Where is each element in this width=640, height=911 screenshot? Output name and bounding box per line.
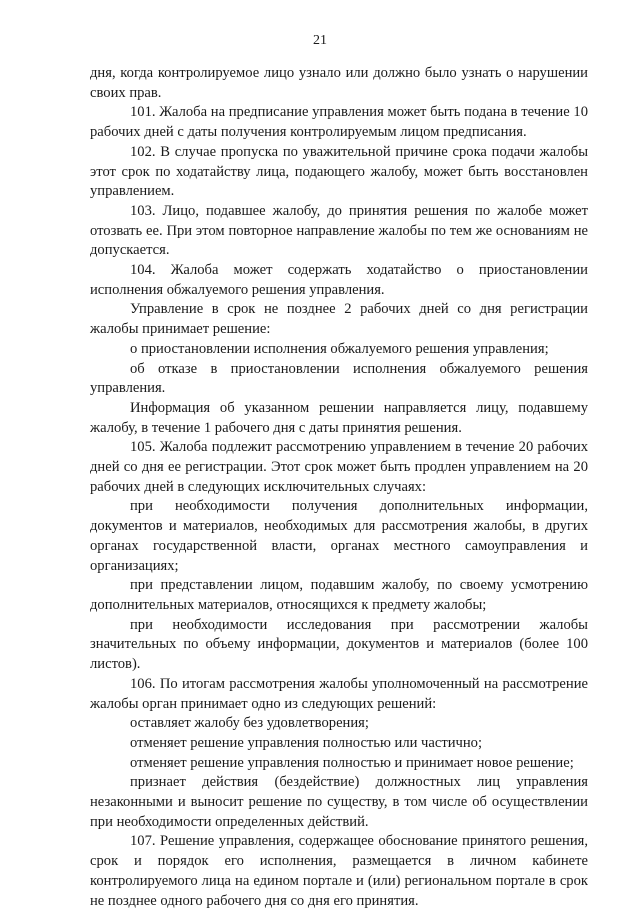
- paragraph: отменяет решение управления полностью или частично;: [130, 734, 483, 751]
- paragraph: 103. Лицо, подавшее жалобу, до принятия решения по жалобе может отозвать ее. При этом повторное направление жалобы по тем же основаниям не допускается.: [90, 202, 588, 259]
- page-number: 21: [313, 33, 327, 48]
- document-body: [90, 64, 588, 911]
- paragraph: оставляет жалобу без удовлетворения;: [130, 715, 369, 732]
- paragraph: 102. В случае пропуска по уважительной причине срока подачи жалобы этот срок по ходатайству лица, подающего жалобу, может быть восстановлен управлением.: [90, 143, 588, 200]
- paragraph: при необходимости получения дополнительных информации, документов и материалов, необходимых для рассмотрения жалобы, в других органах государственной власти, органах местного самоуправления и организациях;: [90, 498, 588, 574]
- paragraph: Управление в срок не позднее 2 рабочих дней со дня регистрации жалобы принимает решение:: [90, 301, 588, 338]
- paragraph: о приостановлении исполнения обжалуемого решения управления;: [130, 340, 549, 357]
- paragraph: 101. Жалоба на предписание управления может быть подана в течение 10 рабочих дней с даты получения контролируемым лицом предписания.: [90, 104, 588, 141]
- paragraph: Информация об указанном решении направляется лицу, подавшему жалобу, в течение 1 рабочего дня с даты принятия решения.: [90, 399, 588, 436]
- paragraph: 107. Решение управления, содержащее обоснование принятого решения, срок и порядок его исполнения, размещается в личном кабинете контролируемого лица на едином портале и (или) региональном портале в срок не позднее одного рабочего дня со дня его принятия.: [90, 833, 588, 909]
- paragraph: об отказе в приостановлении исполнения обжалуемого решения управления.: [90, 360, 588, 397]
- paragraph: 106. По итогам рассмотрения жалобы уполномоченный на рассмотрение жалобы орган принимает одно из следующих решений:: [90, 675, 588, 712]
- paragraph: отменяет решение управления полностью и принимает новое решение;: [130, 754, 574, 771]
- paragraph: 105. Жалоба подлежит рассмотрению управлением в течение 20 рабочих дней со дня ее регистрации. Этот срок может быть продлен управлением на 20 рабочих дней в следующих исключительных случаях:: [90, 439, 588, 495]
- paragraph: признает действия (бездействие) должностных лиц управления незаконными и выносит решение по существу, в том числе об осуществлении при необходимости определенных действий.: [90, 774, 588, 830]
- paragraph: при необходимости исследования при рассмотрении жалобы значительных по объему информации, документов и материалов (более 100 листов).: [90, 616, 588, 673]
- paragraph: дня, когда контролируемое лицо узнало или должно было узнать о нарушении своих прав.: [90, 65, 588, 101]
- paragraph: 104. Жалоба может содержать ходатайство о приостановлении исполнения обжалуемого решения управления.: [90, 262, 588, 298]
- paragraph: при представлении лицом, подавшим жалобу, по своему усмотрению дополнительных материалов, относящихся к предмету жалобы;: [90, 577, 588, 613]
